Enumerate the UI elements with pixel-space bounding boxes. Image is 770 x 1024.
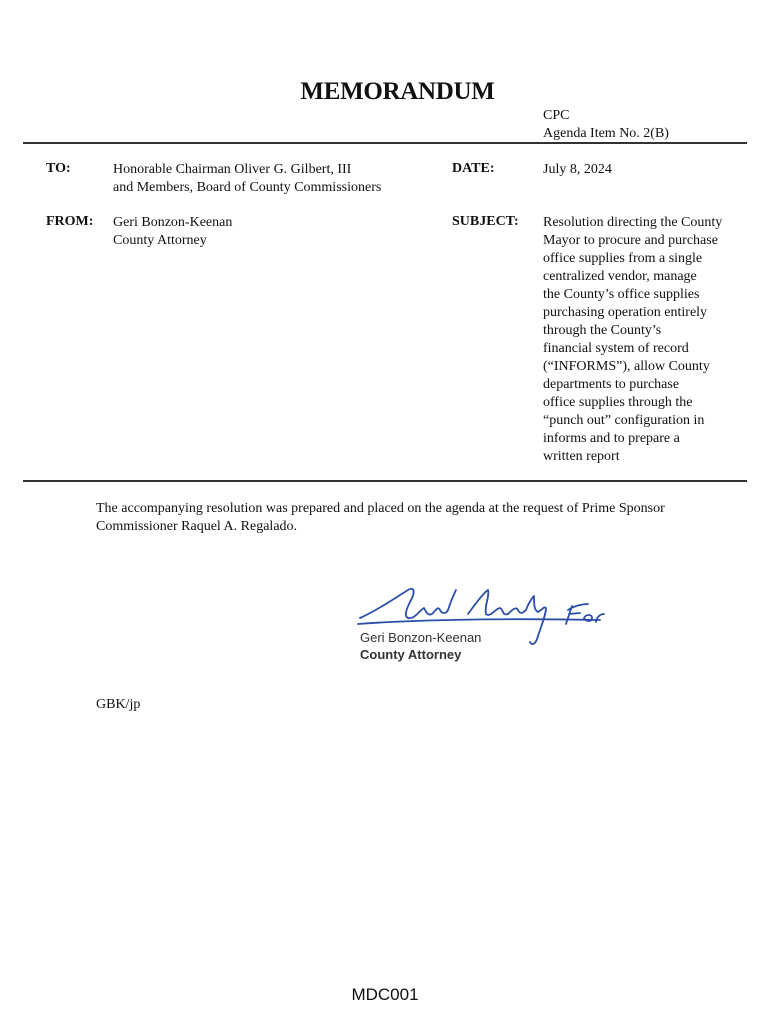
date-value: July 8, 2024 — [543, 162, 612, 177]
subject-line: Mayor to procure and purchase — [543, 233, 718, 248]
subject-line: informs and to prepare a — [543, 431, 680, 446]
memo-title: MEMORANDUM — [300, 78, 495, 105]
date-label: DATE: — [452, 161, 495, 176]
header-right — [543, 107, 669, 143]
page-footer-code: MDC001 — [351, 985, 419, 1004]
subject-line: centralized vendor, manage — [543, 269, 697, 284]
signer-name: Geri Bonzon-Keenan — [360, 630, 482, 645]
subject-line: departments to purchase — [543, 377, 680, 392]
agenda-item-label: Agenda Item No. 2(B) — [543, 126, 669, 141]
to-value — [113, 161, 381, 197]
from-line-2: County Attorney — [113, 233, 207, 248]
to-label: TO: — [46, 161, 71, 176]
to-line-1: Honorable Chairman Oliver G. Gilbert, III — [113, 162, 352, 177]
from-line-1: Geri Bonzon-Keenan — [113, 215, 233, 230]
subject-line: (“INFORMS”), allow County — [543, 359, 710, 374]
body-paragraph: The accompanying resolution was prepared and placed on the agenda at the request of Prime Sponsor Commissioner Raquel A. Regalado. — [96, 501, 665, 534]
top-divider — [23, 142, 747, 144]
subject-value — [543, 214, 722, 466]
typist-initials: GBK/jp — [96, 697, 141, 712]
subject-line: through the County’s — [543, 323, 662, 338]
to-line-2: and Members, Board of County Commissioners — [113, 180, 382, 195]
from-label: FROM: — [46, 214, 94, 229]
subject-line: “punch out” configuration in — [543, 413, 705, 428]
from-value — [113, 214, 232, 250]
subject-line: office supplies from a single — [543, 251, 703, 266]
subject-line: purchasing operation entirely — [543, 305, 708, 320]
subject-line: financial system of record — [543, 341, 689, 356]
subject-line: office supplies through the — [543, 395, 693, 410]
subject-line: the County’s office supplies — [543, 287, 700, 302]
subject-line: written report — [543, 449, 620, 464]
subject-line: Resolution directing the County — [543, 215, 723, 230]
bottom-divider — [23, 480, 747, 482]
committee-label: CPC — [543, 108, 570, 123]
signer-title: County Attorney — [360, 647, 462, 662]
subject-label: SUBJECT: — [452, 214, 519, 229]
